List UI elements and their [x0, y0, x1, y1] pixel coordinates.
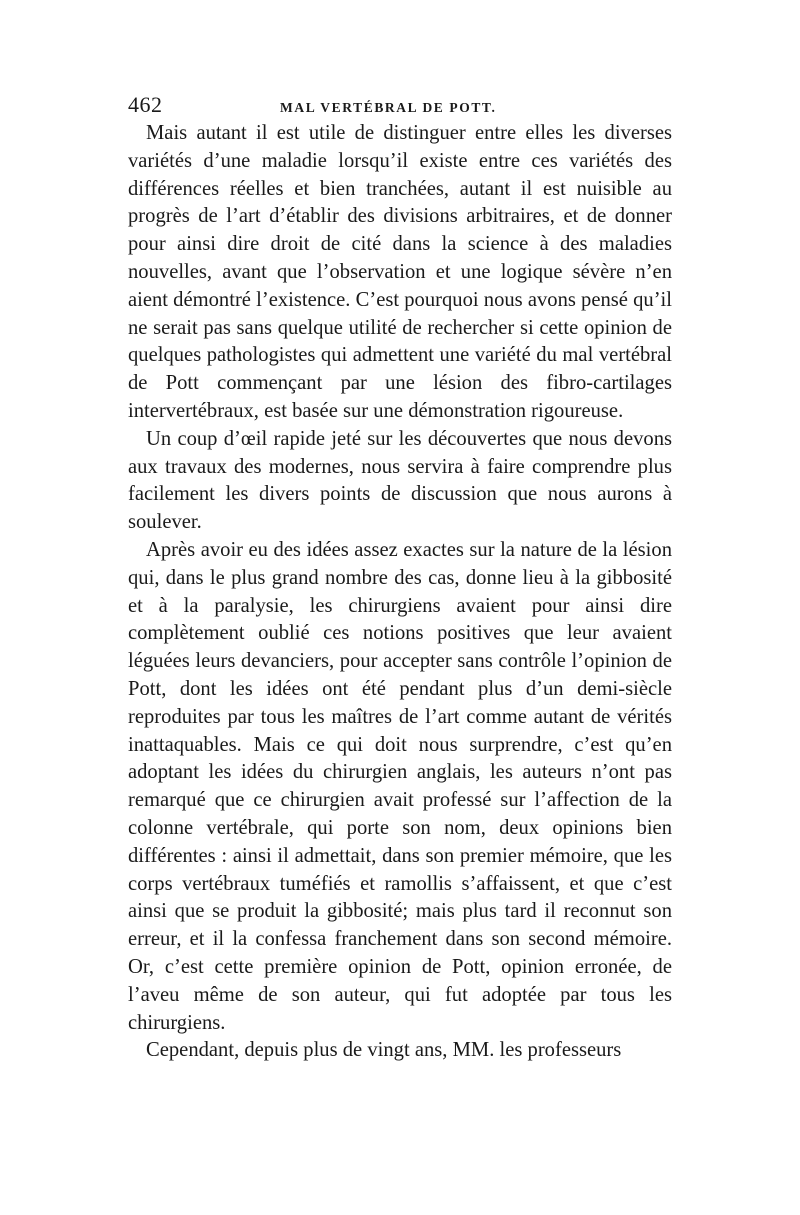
running-head	[128, 92, 672, 120]
paragraph-2: Un coup d’œil rapide jeté sur les découvertes que nous devons aux travaux des modernes, nous servira à faire comprendre plus facilement les divers points de discussion que nous aurons à soulever.	[128, 427, 672, 534]
book-page	[128, 92, 672, 1065]
paragraph-1: Mais autant il est utile de distinguer entre elles les diverses variétés d’une maladie lorsqu’il existe entre ces variétés des différences réelles et bien tranchées, autant il est nuisible au progrès de l’art d’établir des divisions arbitraires, et de donner pour ainsi dire droit de cité dans la science à des maladies nouvelles, avant que l’observation et une logique sévère n’en aient démontré l’existence. C’est pourquoi nous avons pensé qu’il ne serait pas sans quelque utilité de rechercher si cette opinion de quelques pathologistes qui admettent une variété du mal vertébral de Pott commençant par une lésion des fibro-cartilages intervertébraux, est basée sur une démonstration rigoureuse.	[128, 122, 672, 422]
running-title: MAL VERTÉBRAL DE POTT.	[280, 100, 497, 115]
paragraph-4: Cependant, depuis plus de vingt ans, MM. les professeurs	[146, 1039, 622, 1062]
paragraph-3: Après avoir eu des idées assez exactes sur la nature de la lésion qui, dans le plus grand nombre des cas, donne lieu à la gibbosité et à la paralysie, les chirurgiens avaient pour ainsi dire complètement oublié ces notions positives que leur avaient léguées leurs devanciers, pour accepter sans contrôle l’opinion de Pott, dont les idées ont été pendant plus d’un demi-siècle reproduites par tous les maîtres de l’art comme autant de vérités inattaquables. Mais ce qui doit nous surprendre, c’est qu’en adoptant les idées du chirurgien anglais, les auteurs n’ont pas remarqué que ce chirurgien avait professé sur l’affection de la colonne vertébrale, qui porte son nom, deux opinions bien différentes : ainsi il admettait, dans son premier mémoire, que les corps vertébraux tuméfiés et ramollis s’affaissent, et que c’est ainsi que se produit la gibbosité; mais plus tard il reconnut son erreur, et il la confessa franchement dans son second mémoire. Or, c’est cette première opinion de Pott, opinion erronée, de l’aveu même de son auteur, qui fut adoptée par tous les chirurgiens.	[128, 538, 672, 1034]
body-text	[128, 120, 672, 1065]
page-number: 462	[128, 92, 163, 117]
